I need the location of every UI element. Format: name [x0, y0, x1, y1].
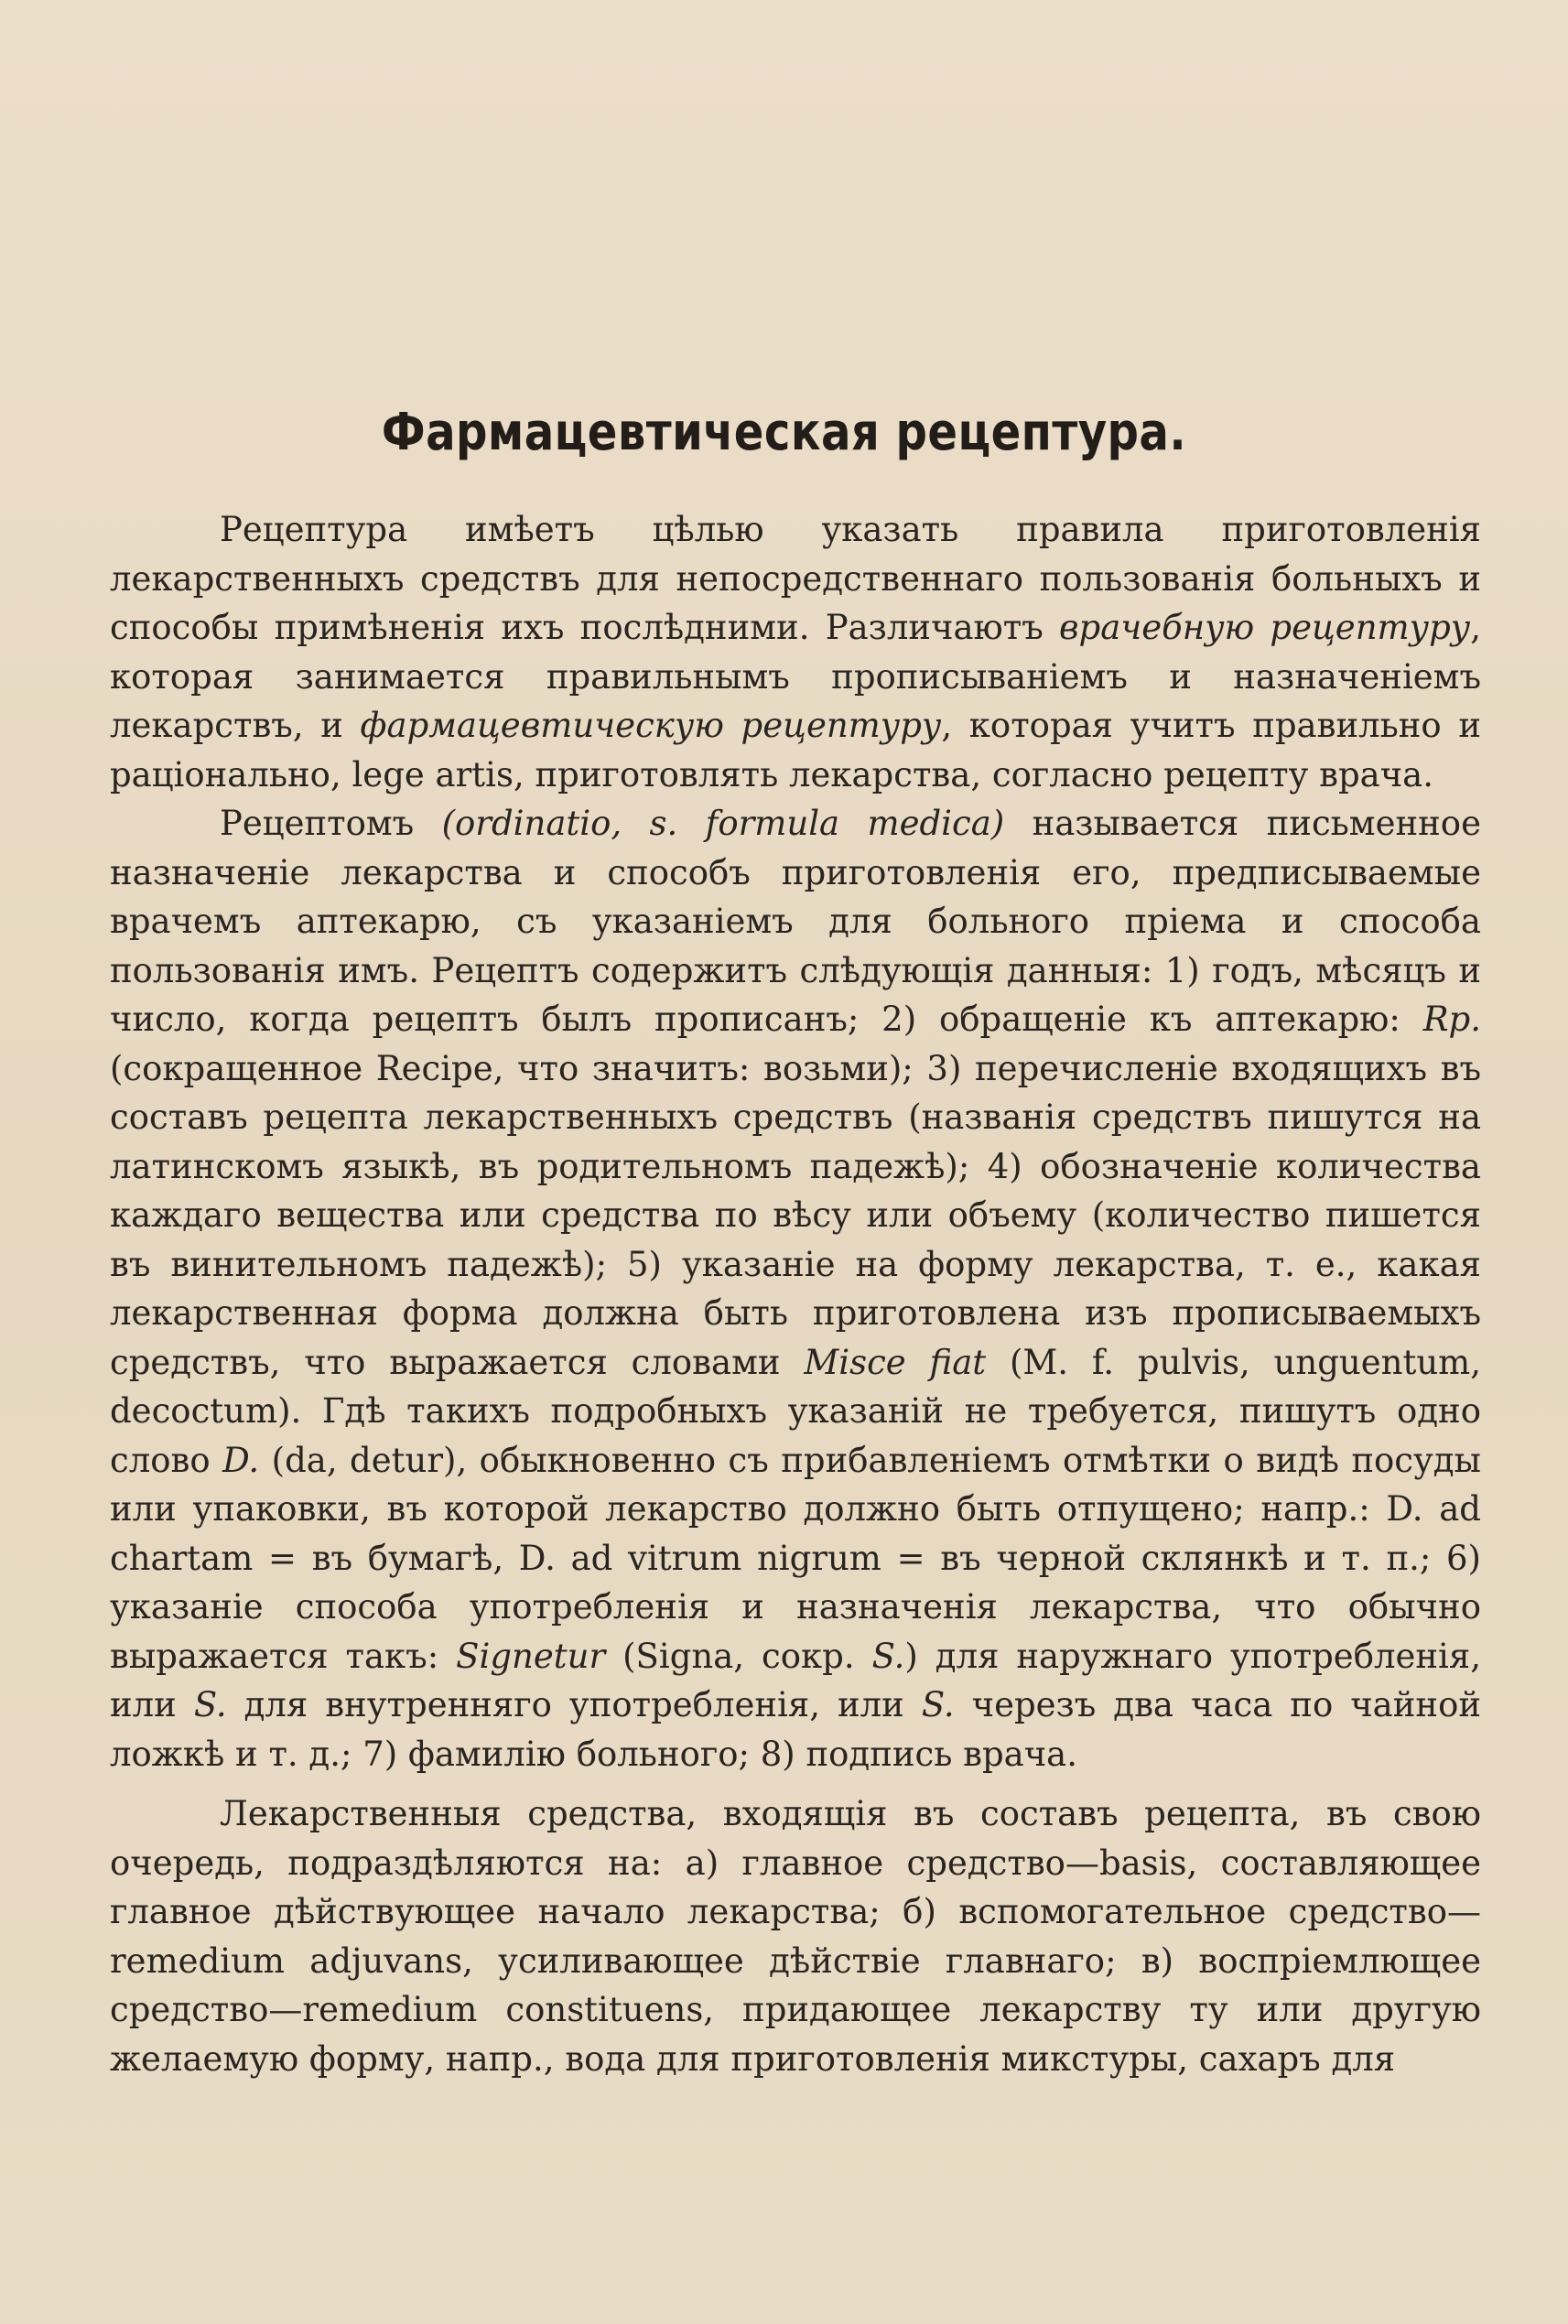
text-run: черезъ два часа по чайной ложкѣ и т. д.; 7) фамилію больного; 8) подпись врача.: [110, 1685, 1482, 1774]
paragraph-1: [110, 505, 1481, 799]
italic-term: (ordinatio, s. formula medica): [441, 804, 1005, 843]
text-run: (Signa, сокр.: [605, 1636, 872, 1676]
text-run: , которая занимается правильнымъ прописываніемъ и назначеніемъ лекарствъ, и: [110, 608, 1481, 745]
text-run: Рецептомъ: [220, 804, 442, 843]
italic-term: врачебную рецептуру: [1058, 608, 1471, 647]
italic-term: Rp.: [1422, 1000, 1481, 1039]
paragraph-2: [110, 799, 1481, 1778]
text-run: для внутренняго употребленія, или: [226, 1685, 922, 1724]
text-run: Рецептура имѣетъ цѣлью указать правила приготовленія лекарственныхъ средствъ для непосредственнаго пользованія больныхъ и способы примѣненія ихъ послѣдними. Различаютъ: [110, 510, 1481, 647]
text-run: (da, detur), обыкновенно съ прибавленіемъ отмѣтки о видѣ посуды или упаковки, въ которой лекарство должно быть отпущено; напр.: D. ad chartam = въ бумагѣ, D. ad vitrum nigrum = въ черной склянкѣ и т. п.; 6) указаніе способа употребленія и назначенія лекарства, что обычно выражается такъ:: [110, 1440, 1481, 1676]
italic-term: S.: [193, 1685, 227, 1724]
text-run: (сокращенное Recipe, что значитъ: возьми); 3) перечисленіе входящихъ въ составъ рецепта лекарственныхъ средствъ (названія средствъ пишутся на латинскомъ языкѣ, въ родительномъ падежѣ); 4) обозначеніе количества каждаго вещества или средства по вѣсу или объему (количество пишется въ винительномъ падежѣ); 5) указаніе на форму лекарства, т. е., какая лекарственная форма должна быть приготовлена изъ прописываемыхъ средствъ, что выражается словами: [110, 1048, 1481, 1382]
italic-term: S.: [921, 1685, 955, 1724]
text-run: (M. f. pulvis, unguentum, decoctum). Гдѣ такихъ подробныхъ указаній не требуется, пишутъ одно слово: [110, 1342, 1481, 1480]
page-title: Фармацевтическая рецептура.: [381, 403, 1187, 462]
italic-term: Misce fiat: [804, 1342, 987, 1382]
italic-term: Signetur: [456, 1636, 606, 1676]
text-run: Лекарственныя средства, входящія въ составъ рецепта, въ свою очередь, подраздѣляются на: а) главное средство—basis, составляющее главное дѣйствующее начало лекарства; б) вспомогательное средство—remedium adjuvans, усиливающее дѣйствіе главнаго; в) воспріемлющее средство—remedium constituens, придающее лекарству ту или другую желаемую форму, напр., вода для приготовленія микстуры, сахаръ для: [110, 1794, 1481, 2079]
text-run: называется письменное назначеніе лекарства и способъ приготовленія его, предписываемые врачемъ аптекарю, съ указаніемъ для больного пріема и способа пользованія имъ. Рецептъ содержитъ слѣдующія данныя: 1) годъ, мѣсяцъ и число, когда рецептъ былъ прописанъ; 2) обращеніе къ аптекарю:: [110, 804, 1481, 1039]
text-run: ) для наружнаго употребленія, или: [110, 1636, 1481, 1724]
paragraph-3: [110, 1789, 1481, 2083]
text-run: , которая учитъ правильно и раціонально, lege artis, приготовлять лекарства, согласно рецепту врача.: [110, 706, 1481, 794]
italic-term: S.: [871, 1636, 905, 1676]
body-text: [110, 505, 1481, 2083]
italic-term: D.: [222, 1440, 260, 1480]
italic-term: фармацевтическую рецептуру: [360, 706, 942, 745]
